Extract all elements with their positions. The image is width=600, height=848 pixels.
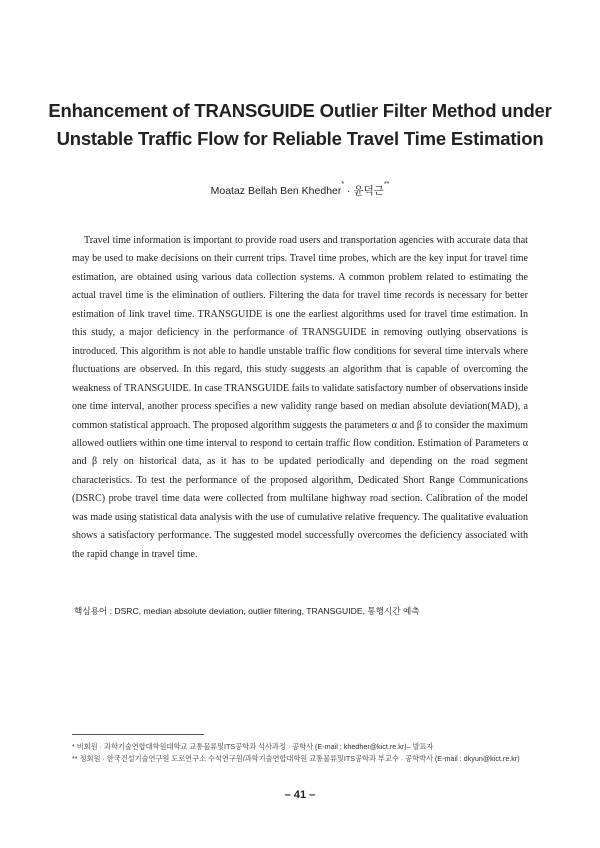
author-name: 윤덕근 xyxy=(353,185,384,197)
author-footnote-mark: * xyxy=(341,181,345,188)
footnote-author1: * 비회원 · 과학기술연합대학원대학교 교통물류및ITS공학과 석사과정 · 공학사 (E-mail : khedher@kict.re.kr)– 발표자 xyxy=(72,742,434,751)
title-line-1: Enhancement of TRANSGUIDE Outlier Filter Method under xyxy=(48,100,552,121)
abstract-body: Travel time information is important to provide road users and transportation agencies with accurate data that may be used to make decisions on their current trips. Travel time probes, which are the key input for travel time estimation, are obtained using various data collection systems. A common problem related to estimating the actual travel time is the elimination of outliers. Filtering the data for travel time records is necessary for better estimation of link travel time. TRANSGUIDE is one the earliest algorithms used for travel time estimation. In this study, a major deficiency in the performance of TRANSGUIDE in removing outlying observations is introduced. This algorithm is not able to handle unstable traffic flow conditions for several time intervals where fluctuations are observed. In this regard, this study suggests an algorithm that is capable of overcoming the weakness of TRANSGUIDE. In case TRANSGUIDE fails to validate satisfactory number of observations inside one time interval, another process specifies a new validity range based on median absolute deviation(MAD), a common statistical approach. The proposed algorithm suggests the parameters α and β to consider the maximum allowed outliers within one time interval to respond to certain traffic flow condition. Estimation of Parameters α and β rely on historical data, as it has to be updated periodically and depending on the road segment characteristics. To test the performance of the proposed algorithm, Dedicated Short Range Communications (DSRC) probe travel time data were collected from multilane highway road section. Calibration of the model was made using statistical data analysis with the use of cumulative relative frequency. The qualitative evaluation shows a satisfactory performance. The suggested model successfully overcomes the deficiency associated with the rapid change in travel time. xyxy=(72,235,528,560)
footnote-author2: ** 정회원 · 한국건설기술연구원 도로연구소 수석연구원/과학기술연합대학원 교통물류및ITS공학과 부교수 · 공학박사 (E-mail : dkyun@kict.re.kr) xyxy=(72,754,520,763)
keywords: 핵심용어 : DSRC, median absolute deviation, outlier filtering, TRANSGUIDE, 통행시간 예측 xyxy=(74,606,420,616)
author-list xyxy=(0,183,600,198)
paper-title xyxy=(40,97,560,153)
footnote-divider xyxy=(72,734,204,735)
title-line-2: Unstable Traffic Flow for Reliable Travel Time Estimation xyxy=(56,128,544,149)
author-name: Moataz Bellah Ben Khedher xyxy=(210,185,342,197)
author-separator: · xyxy=(344,185,354,197)
footnotes xyxy=(72,741,542,765)
author-footnote-mark: ** xyxy=(383,181,390,188)
page-number: – 41 – xyxy=(284,789,316,801)
